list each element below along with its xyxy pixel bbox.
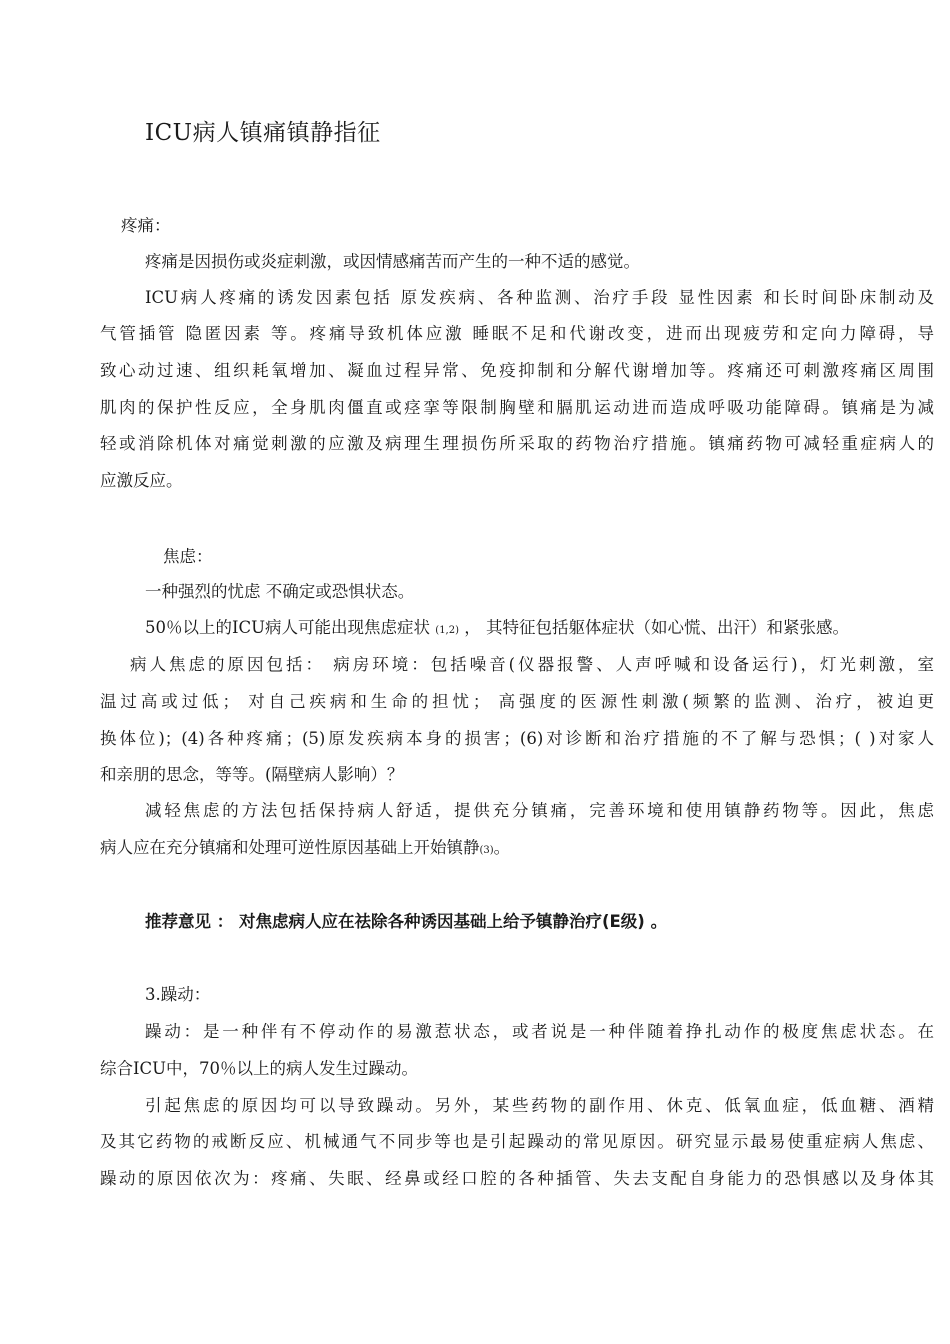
citation-ref: (1,2) [435, 625, 460, 636]
agitation-paragraph-line: 及其它药物的戒断反应、机械通气不同步等也是引起躁动的常见原因。研究显示最易使重症病人焦虑、 [100, 1132, 934, 1151]
anxiety-stat-line [145, 617, 849, 642]
anxiety-method-text: 病人应在充分镇痛和处理可逆性原因基础上开始镇静 [100, 838, 480, 857]
anxiety-causes-line: 病人焦虑的原因包括： 病房环境：包括噪音(仪器报警、人声呼喊和设备运行)，灯光刺激，室 [130, 655, 934, 674]
anxiety-causes-line: 和亲朋的思念，等等。(隔壁病人影响）？ [100, 765, 404, 784]
pain-paragraph-line: 应激反应。 [100, 471, 183, 490]
page-title: ICU病人镇痛镇静指征 [145, 120, 381, 146]
agitation-paragraph-line: 躁动：是一种伴有不停动作的易激惹状态，或者说是一种伴随着挣扎动作的极度焦虑状态。在 [145, 1022, 934, 1041]
pain-paragraph-line: 气管插管 隐匿因素 等。疼痛导致机体应激 睡眠不足和代谢改变，进而出现疲劳和定向力障碍，导 [100, 324, 934, 343]
citation-ref: (3) [479, 845, 494, 856]
pain-paragraph-line: 致心动过速、组织耗氧增加、凝血过程异常、免疫抑制和分解代谢增加等。疼痛还可刺激疼痛区周围 [100, 361, 934, 380]
recommendation [145, 908, 667, 932]
anxiety-causes-line: 温过高或过低； 对自己疾病和生命的担忧； 高强度的医源性刺激(频繁的监测、治疗，被迫更 [100, 692, 934, 711]
anxiety-method-line: 减轻焦虑的方法包括保持病人舒适，提供充分镇痛，完善环境和使用镇静药物等。因此，焦虑 [145, 801, 934, 820]
anxiety-stat-text-end: ， 其特征包括躯体症状（如心慌、出汗）和紧张感。 [464, 618, 850, 637]
anxiety-heading: 焦虑： [163, 547, 213, 566]
anxiety-stat-text: 50％以上的ICU病人可能出现焦虑症状 [145, 618, 431, 637]
pain-heading: 疼痛： [121, 216, 171, 235]
pain-paragraph-line: 肌肉的保护性反应，全身肌肉僵直或痉挛等限制胸壁和膈肌运动进而造成呼吸功能障碍。镇痛是为减 [100, 398, 934, 417]
agitation-paragraph-line: 躁动的原因依次为：疼痛、失眠、经鼻或经口腔的各种插管、失去支配自身能力的恐惧感以及身体其 [100, 1169, 934, 1188]
anxiety-causes-line: 换体位)；(4)各种疼痛；(5)原发疾病本身的损害；(6)对诊断和治疗措施的不了解与恐惧；( )对家人 [100, 729, 934, 748]
pain-paragraph-line: ICU病人疼痛的诱发因素包括 原发疾病、各种监测、治疗手段 显性因素 和长时间卧床制动及 [145, 288, 934, 307]
recommendation-text: 推荐意见 ： 对焦虑病人应在祛除各种诱因基础上给予镇静治疗 [145, 912, 602, 931]
agitation-heading: 3.躁动： [145, 985, 211, 1004]
recommendation-grade: (E级) [602, 912, 645, 931]
agitation-paragraph-line: 引起焦虑的原因均可以导致躁动。另外，某些药物的副作用、休克、低氧血症，低血糖、酒精 [145, 1096, 934, 1115]
anxiety-method-end: 。 [493, 838, 511, 857]
anxiety-definition: 一种强烈的忧虑 不确定或恐惧状态。 [145, 582, 415, 601]
recommendation-end: 。 [644, 912, 668, 931]
pain-paragraph-line: 轻或消除机体对痛觉刺激的应激及病理生理损伤所采取的药物治疗措施。镇痛药物可减轻重症病人的 [100, 434, 934, 453]
pain-definition: 疼痛是因损伤或炎症刺激，或因情感痛苦而产生的一种不适的感觉。 [145, 252, 640, 271]
agitation-paragraph-line: 综合ICU中，70％以上的病人发生过躁动。 [100, 1059, 419, 1078]
anxiety-method-line-last [100, 837, 510, 862]
